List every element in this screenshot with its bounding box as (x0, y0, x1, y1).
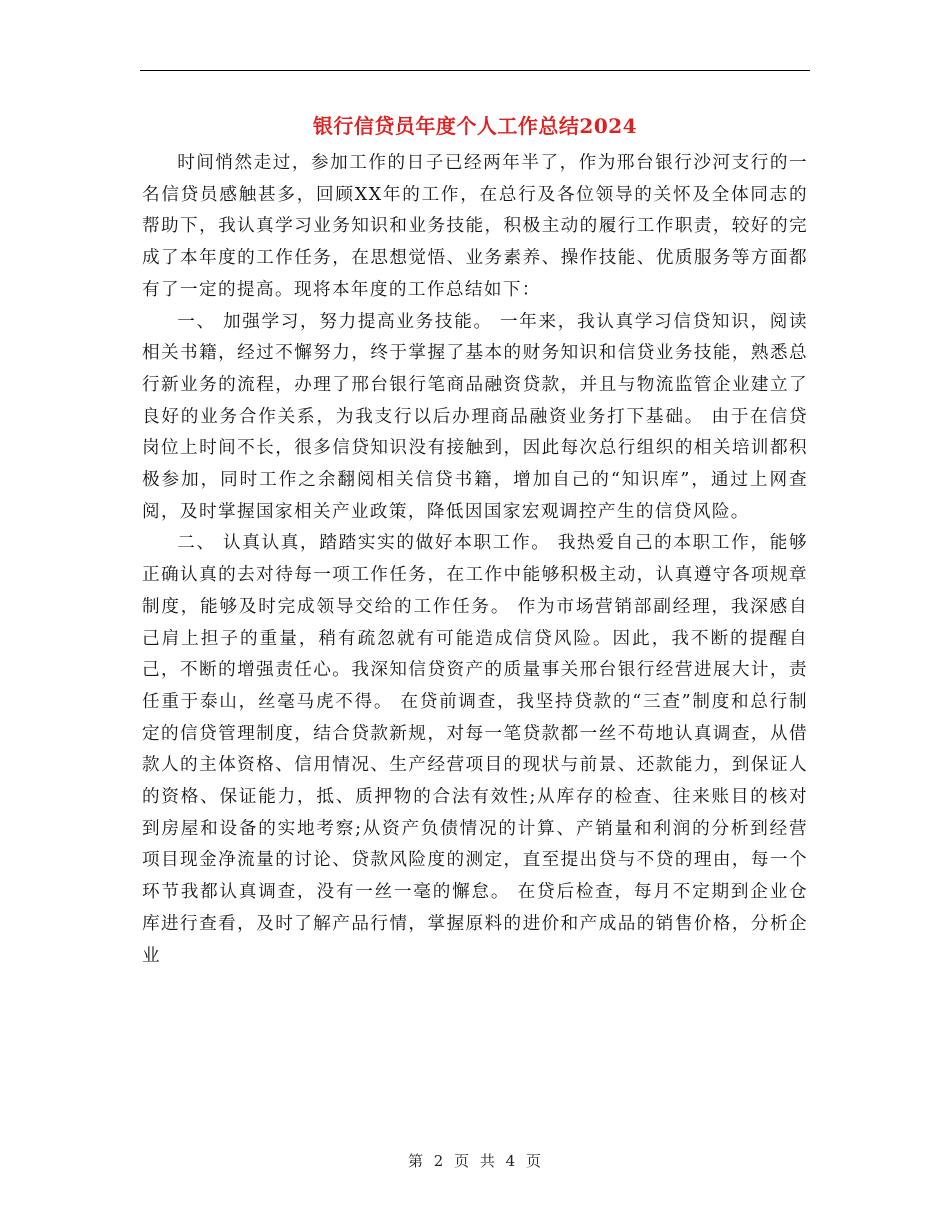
document-title: 银行信贷员年度个人工作总结2024 (312, 114, 638, 138)
page-footer: 第 2 页 共 4 页 (408, 1152, 542, 1170)
paragraph-section-one: 一、 加强学习，努力提高业务技能。 一年来，我认真学习信贷知识，阅读相关书籍，经过不懈努力，终于掌握了基本的财务知识和信贷业务技能，熟悉总行新业务的流程，办理了邢台银行笔商品融资贷款，并且与物流监管企业建立了良好的业务合作关系，为我支行以后办理商品融资业务打下基础。 由于在信贷岗位上时间不长，很多信贷知识没有接触到，因此每次总行组织的相关培训都积极参加，同时工作之余翻阅相关信贷书籍，增加自己的“知识库”，通过上网查阅，及时掌握国家相关产业政策，降低因国家宏观调控产生的信贷风险。 (142, 311, 808, 522)
paragraph-section-two: 二、 认真认真，踏踏实实的做好本职工作。 我热爱自己的本职工作，能够正确认真的去对待每一项工作任务，在工作中能够积极主动，认真遵守各项规章制度，能够及时完成领导交给的工作任务。 作为市场营销部副经理，我深感自己肩上担子的重量，稍有疏忽就有可能造成信贷风险。因此，我不断的提醒自己，不断的增强责任心。我深知信贷资产的质量事关邢台银行经营进展大计，责任重于泰山，丝毫马虎不得。 在贷前调查，我坚持贷款的“三查”制度和总行制定的信贷管理制度，结合贷款新规，对每一笔贷款都一丝不苟地认真调查，从借款人的主体资格、信用情况、生产经营项目的现状与前景、还款能力，到保证人的资格、保证能力，抵、质押物的合法有效性;从库存的检查、往来账目的核对到房屋和设备的实地考察;从资产负债情况的计算、产销量和利润的分析到经营项目现金净流量的讨论、贷款风险度的测定，直至提出贷与不贷的理由，每一个环节我都认真调查，没有一丝一毫的懈怠。 在贷后检查，每月不定期到企业仓库进行查看，及时了解产品行情，掌握原料的进价和产成品的销售价格，分析企业 (142, 533, 808, 966)
document-body (142, 148, 808, 972)
paragraph-intro: 时间悄然走过，参加工作的日子已经两年半了，作为邢台银行沙河支行的一名信贷员感触甚多，回顾XX年的工作，在总行及各位领导的关怀及全体同志的帮助下，我认真学习业务知识和业务技能，积极主动的履行工作职责，较好的完成了本年度的工作任务，在思想觉悟、业务素养、操作技能、优质服务等方面都有了一定的提高。现将本年度的工作总结如下： (142, 153, 808, 300)
header-rule (140, 70, 810, 71)
